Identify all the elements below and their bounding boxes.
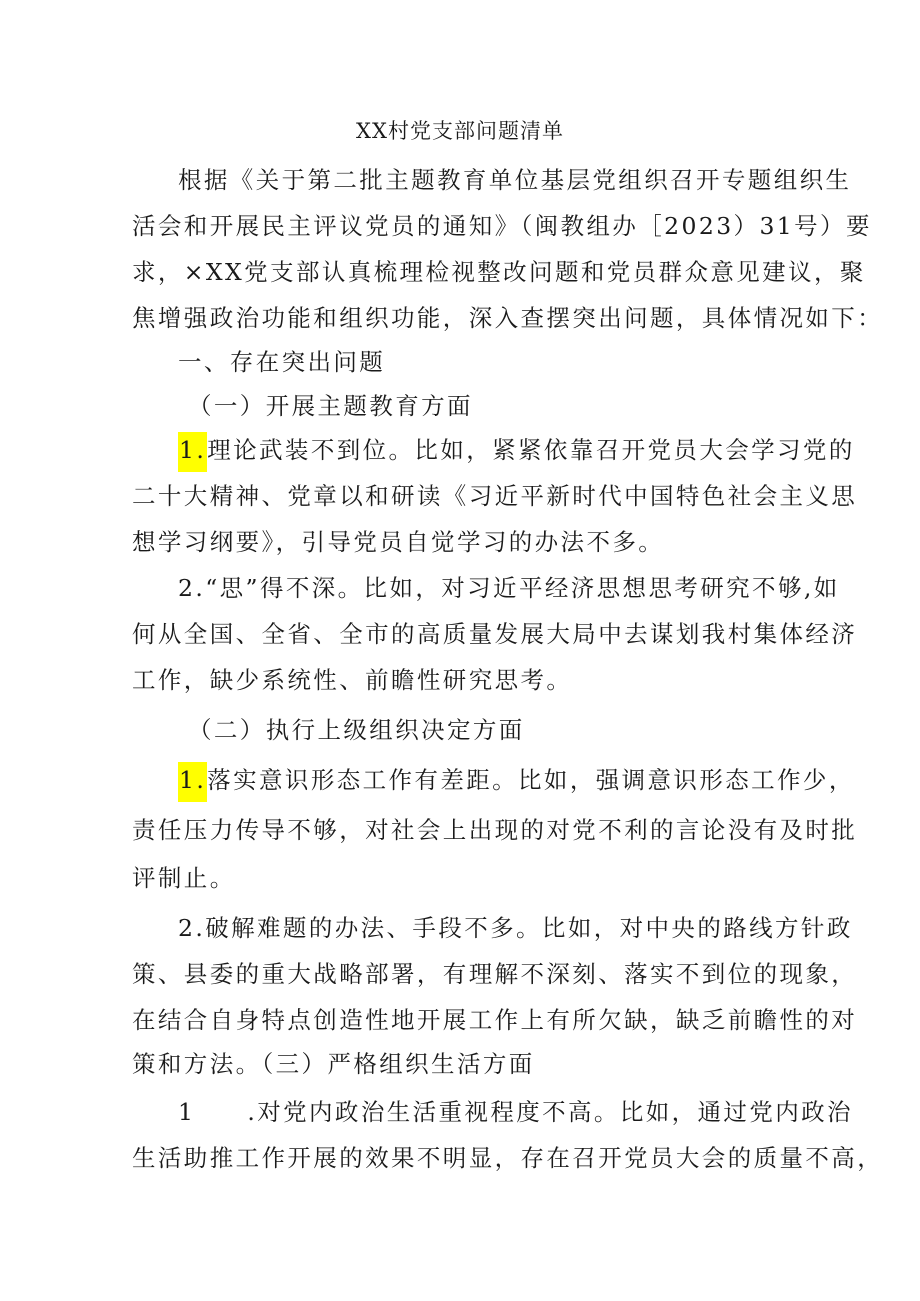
subsection-heading-1: （一）开展主题教育方面 bbox=[188, 392, 473, 420]
section-heading: 一、存在突出问题 bbox=[178, 348, 386, 376]
item-2-1-line-1: 1.落实意识形态工作有差距。比如，强调意识形态工作少， bbox=[178, 764, 855, 796]
item-1-2-line-1: 2.“思”得不深。比如，对习近平经济思想思考研究不够,如 bbox=[178, 574, 840, 602]
intro-line-1: 根据《关于第二批主题教育单位基层党组织召开专题组织生 bbox=[178, 166, 852, 194]
item-1-1-line-3: 想学习纲要》，引导党员自觉学习的办法不多。 bbox=[132, 528, 665, 556]
item-1-2-line-2: 何从全国、全省、全市的高质量发展大局中去谋划我村集体经济 bbox=[132, 620, 858, 648]
item-1-1-line-1: 1.理论武装不到位。比如，紧紧依靠召开党员大会学习党的 bbox=[178, 434, 855, 466]
item-2-1-line-2: 责任压力传导不够，对社会上出现的对党不利的言论没有及时批 bbox=[132, 816, 858, 844]
item-2-2-line-4: 策和方法。（三）严格组织生活方面 bbox=[132, 1050, 535, 1078]
item-2-2-line-2: 策、县委的重大战略部署，有理解不深刻、落实不到位的现象， bbox=[132, 960, 858, 988]
item-1-1-line-2: 二十大精神、党章以和研读《习近平新时代中国特色社会主义思 bbox=[132, 482, 858, 510]
item-number: 1 bbox=[178, 1098, 196, 1126]
highlighted-number: 1. bbox=[178, 432, 207, 472]
item-3-1-line-1: 1 .对党内政治生活重视程度不高。比如，通过党内政治 bbox=[178, 1098, 853, 1126]
highlighted-number: 1. bbox=[178, 762, 207, 802]
item-3-1-line-2: 生活助推工作开展的效果不明显，存在召开党员大会的质量不高， bbox=[132, 1144, 884, 1172]
intro-line-3: 求，×XX党支部认真梳理检视整改问题和党员群众意见建议，聚 bbox=[132, 258, 866, 286]
item-2-2-line-1: 2.破解难题的办法、手段不多。比如，对中央的路线方针政 bbox=[178, 914, 853, 942]
item-2-2-line-3: 在结合自身特点创造性地开展工作上有所欠缺，缺乏前瞻性的对 bbox=[132, 1006, 858, 1034]
subsection-heading-2: （二）执行上级组织决定方面 bbox=[188, 716, 525, 744]
item-2-1-line-3: 评制止。 bbox=[132, 864, 236, 892]
item-1-2-line-3: 工作，缺少系统性、前瞻性研究思考。 bbox=[132, 666, 573, 694]
intro-line-4: 焦增强政治功能和组织功能，深入查摆突出问题，具体情况如下： bbox=[132, 304, 884, 332]
intro-line-2: 活会和开展民主评议党员的通知》（闽教组办［2023）31号）要 bbox=[132, 212, 872, 240]
document-title: XX村党支部问题清单 bbox=[356, 119, 564, 143]
